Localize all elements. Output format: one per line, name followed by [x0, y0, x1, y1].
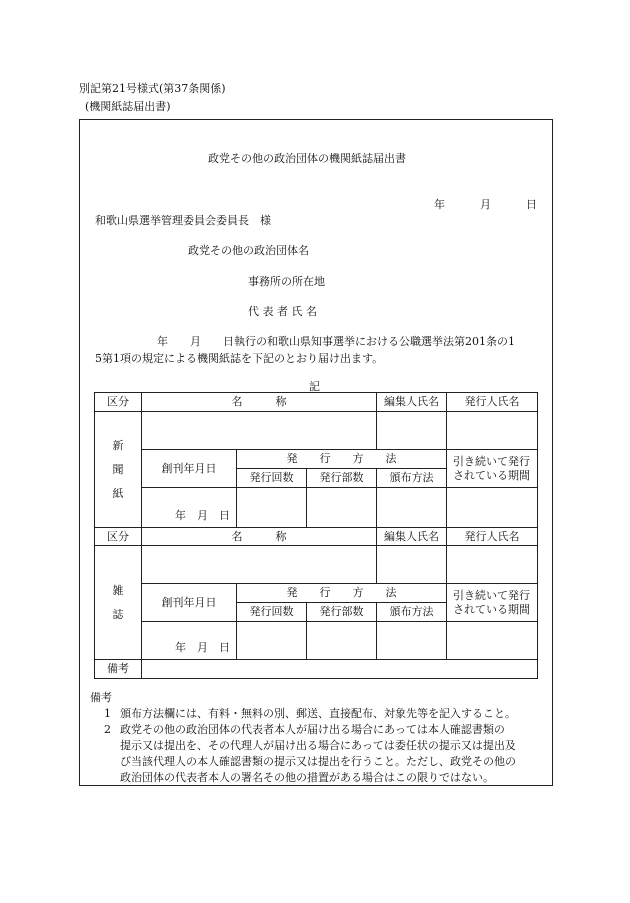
hanpu-header-2: 頒布方法: [377, 603, 447, 622]
form-number: 別記第21号様式(第37条関係): [79, 82, 226, 95]
magazine-period-cell[interactable]: [447, 622, 538, 660]
document-title: 政党その他の政治団体の機関紙誌届出書: [208, 152, 406, 165]
note-item-1: 1 頒布方法欄には、有料・無料の別、郵送、直接配布、対象先等を記入すること。: [104, 707, 516, 720]
publisher-header: 発行人氏名: [447, 393, 538, 412]
magazine-kaisu-cell[interactable]: [237, 622, 307, 660]
intro-line-1: 年 月 日執行の和歌山県知事選挙における公職選挙法第201条の1: [135, 335, 515, 348]
newspaper-publisher-cell[interactable]: [447, 412, 538, 450]
editor-header-2: 編集人氏名: [377, 528, 447, 546]
sokan-label-2: 創刊年月日: [142, 584, 237, 622]
note-item-2: 2 政党その他の政治団体の代表者本人が届け出る場合にあっては本人確認書類の 提示又は提出を、その代理人が届け出る場合にあっては委任状の提示又は提出及 び当該代理人の本人確認書類の提示又は提出を行うこと。ただし、政党その他の 政治団体の代表者本人の署名その他の措置がある場合はこの限りではない。: [104, 723, 516, 784]
magazine-label: 雑誌: [95, 546, 142, 660]
date-month: 月: [480, 198, 491, 211]
name-header: 名 称: [142, 393, 377, 412]
kaisu-header: 発行回数: [237, 469, 307, 488]
kaisu-header-2: 発行回数: [237, 603, 307, 622]
intro-line-2: 5第1項の規定による機関紙誌を下記のとおり届け出ます。: [95, 352, 384, 365]
magazine-hanpu-cell[interactable]: [377, 622, 447, 660]
continued-period-label-2: 引き続いて発行 されている期間: [447, 584, 538, 622]
newspaper-name-cell[interactable]: [142, 412, 377, 450]
remarks-cell[interactable]: [142, 660, 538, 679]
notes-heading: 備考: [90, 691, 112, 704]
registration-table: [94, 392, 538, 679]
sokan-label: 創刊年月日: [142, 450, 237, 488]
representative-label: 代 表 者 氏 名: [248, 305, 317, 318]
date-year: 年: [434, 198, 445, 211]
newspaper-period-cell[interactable]: [447, 488, 538, 528]
kubun-header-2: 区分: [95, 528, 142, 546]
newspaper-sokan-date[interactable]: 年 月 日: [142, 488, 237, 528]
org-name-label: 政党その他の政治団体名: [188, 244, 309, 257]
office-address-label: 事務所の所在地: [248, 275, 325, 288]
magazine-editor-cell[interactable]: [377, 546, 447, 584]
magazine-publisher-cell[interactable]: [447, 546, 538, 584]
newspaper-kaisu-cell[interactable]: [237, 488, 307, 528]
busu-header-2: 発行部数: [307, 603, 377, 622]
intro-paragraph: [95, 333, 537, 367]
newspaper-busu-cell[interactable]: [307, 488, 377, 528]
name-header-2: 名 称: [142, 528, 377, 546]
hakko-houhou-header-2: 発 行 方 法: [237, 584, 447, 603]
magazine-sokan-date[interactable]: 年 月 日: [142, 622, 237, 660]
ki-label: 記: [309, 380, 320, 393]
hanpu-header: 頒布方法: [377, 469, 447, 488]
magazine-busu-cell[interactable]: [307, 622, 377, 660]
form-subtitle: (機関紙誌届出書): [85, 100, 171, 113]
newspaper-editor-cell[interactable]: [377, 412, 447, 450]
notes-section: [90, 690, 542, 786]
busu-header: 発行部数: [307, 469, 377, 488]
newspaper-hanpu-cell[interactable]: [377, 488, 447, 528]
remarks-label: 備考: [95, 660, 142, 679]
editor-header: 編集人氏名: [377, 393, 447, 412]
kubun-header: 区分: [95, 393, 142, 412]
date-day: 日: [526, 198, 537, 211]
hakko-houhou-header: 発 行 方 法: [237, 450, 447, 469]
magazine-name-cell[interactable]: [142, 546, 377, 584]
publisher-header-2: 発行人氏名: [447, 528, 538, 546]
continued-period-label: 引き続いて発行 されている期間: [447, 450, 538, 488]
addressee: 和歌山県選挙管理委員会委員長 様: [95, 214, 271, 227]
newspaper-label: 新聞紙: [95, 412, 142, 528]
